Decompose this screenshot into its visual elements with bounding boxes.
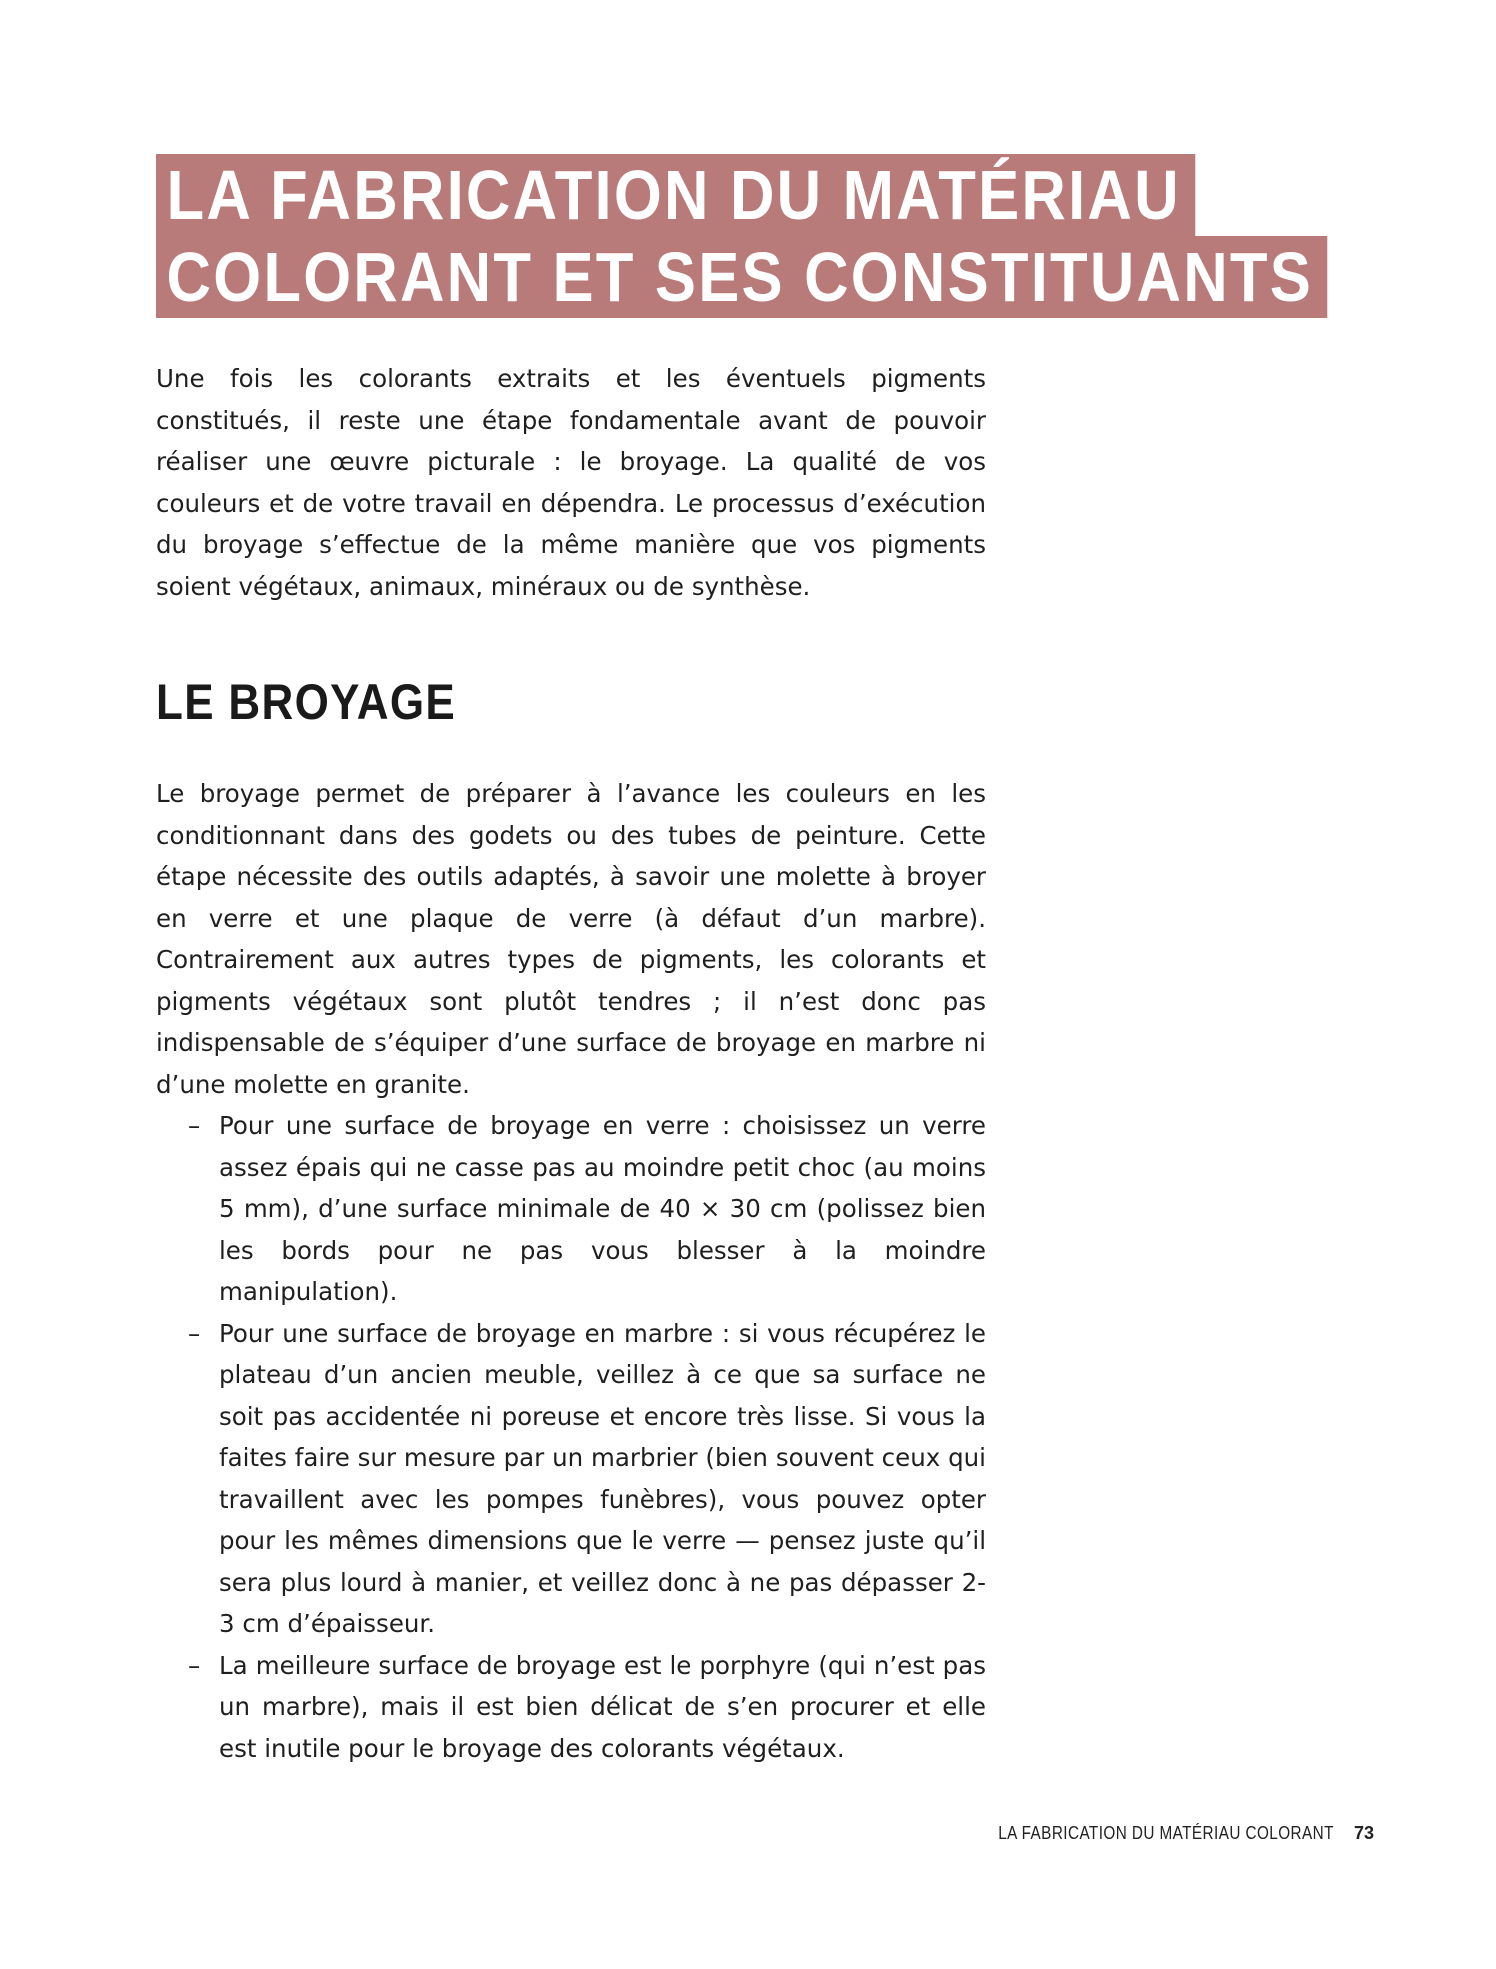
section-paragraph: Le broyage permet de préparer à l’avance les couleurs en les conditionnant dans des godets ou des tubes de peinture. Cette étape nécessite des outils adaptés, à savoir une molette à broyer en verre et une plaque de verre (à défaut d’un marbre). Contrairement aux autres types de pigments, les colorants et pigments végétaux sont plutôt tendres ; il n’est donc pas indispensable de s’équiper d’une surface de broyage en marbre ni d’une molette en granite.	[156, 779, 986, 1099]
list-item	[156, 1105, 986, 1313]
bullet-marker: –	[188, 1650, 201, 1680]
list-item	[156, 1313, 986, 1645]
bullet-text: Pour une surface de broyage en marbre : si vous récupérez le plateau d’un ancien meuble, veillez à ce que sa surface ne soit pas accidentée ni poreuse et encore très lisse. Si vous la faites faire sur mesure par un marbrier (bien souvent ceux qui travaillent avec les pompes funèbres), vous pouvez opter pour les mêmes dimensions que le verre — pensez juste qu’il sera plus lourd à manier, et veillez donc à ne pas dépasser 2-3 cm d’épaisseur.	[219, 1318, 986, 1638]
bullet-text: Pour une surface de broyage en verre : choisissez un verre assez épais qui ne casse pas au moindre petit choc (au moins 5 mm), d’une surface minimale de 40 × 30 cm (polissez bien les bords pour ne pas vous blesser à la moindre manipulation).	[219, 1111, 986, 1306]
bullet-text: La meilleure surface de broyage est le porphyre (qui n’est pas un marbre), mais il est bien délicat de s’en procurer et elle est inutile pour le broyage des colorants végétaux.	[219, 1650, 986, 1763]
bullet-marker: –	[188, 1111, 201, 1140]
running-title: LA FABRICATION DU MATÉRIAU COLORANT	[998, 1823, 1334, 1843]
chapter-title-line-1: LA FABRICATION DU MATÉRIAU	[156, 154, 1195, 236]
bullet-list	[156, 1105, 986, 1769]
chapter-title-line-2: COLORANT ET SES CONSTITUANTS	[156, 236, 1327, 318]
intro-paragraph: Une fois les colorants extraits et les éventuels pigments constitués, il reste une étape fondamentale avant de pouvoir réaliser une œuvre picturale : le broyage. La qualité de vos couleurs et de votre travail en dépendra. Le processus d’exécution du broyage s’effectue de la même manière que vos pigments soient végétaux, animaux, minéraux ou de synthèse.	[156, 364, 986, 601]
page-footer	[939, 1823, 1374, 1844]
section-heading: LE BROYAGE	[156, 674, 457, 730]
bullet-marker: –	[188, 1318, 201, 1348]
list-item	[156, 1645, 986, 1770]
chapter-title	[156, 154, 1487, 318]
page-number: 73	[1353, 1823, 1374, 1843]
